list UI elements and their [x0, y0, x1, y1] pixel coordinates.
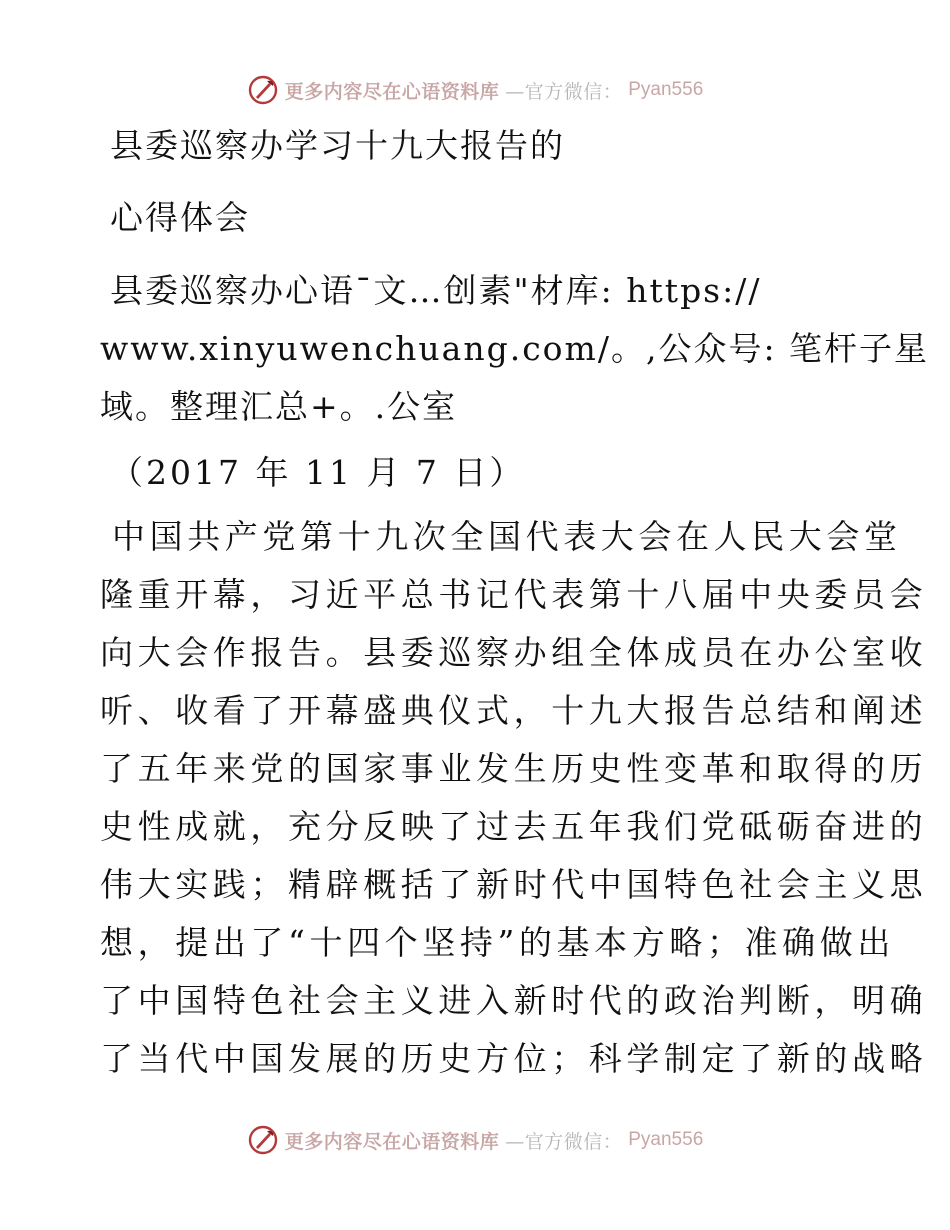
body-line: 了中国特色社会主义进入新时代的政治判断，明确	[100, 981, 928, 1020]
body-line: 听、收看了开幕盛典仪式，十九大报告总结和阐述	[100, 691, 928, 730]
body-line: 了当代中国发展的历史方位；科学制定了新的战略	[100, 1039, 928, 1078]
watermark-banner-bottom	[0, 1120, 950, 1160]
document-body	[100, 116, 930, 1088]
document-title-line2: 心得体会	[110, 198, 250, 237]
body-line: 伟大实践；精辟概括了新时代中国特色社会主义思	[100, 865, 928, 904]
quill-logo-icon	[247, 74, 279, 106]
watermark-banner-top	[0, 70, 950, 110]
meta-line: 域。整理汇总+。.公室	[100, 387, 458, 426]
watermark-text: 更多内容尽在心语资料库	[284, 80, 500, 103]
body-line: 了五年来党的国家事业发生历史性变革和取得的历	[100, 749, 928, 788]
meta-line: 县委巡察办心语¯文…创素"材库: https://	[110, 271, 762, 310]
body-line: 隆重开幕，习近平总书记代表第十八届中央委员会	[100, 575, 928, 614]
watermark-dash: —官方微信：	[505, 80, 623, 103]
document-date: （2017 年 11 月 7 日）	[110, 453, 526, 492]
watermark-wechat-id: Pyan556	[628, 79, 704, 100]
quill-logo-icon	[247, 1124, 279, 1156]
watermark-dash: —官方微信：	[505, 1130, 623, 1153]
watermark-text: 更多内容尽在心语资料库	[284, 1130, 500, 1153]
watermark-wechat-id: Pyan556	[628, 1129, 704, 1150]
body-line: 向大会作报告。县委巡察办组全体成员在办公室收	[100, 633, 928, 672]
meta-line: www.xinyuwenchuang.com/。,公众号: 笔杆子星	[100, 329, 930, 368]
body-line: 中国共产党第十九次全国代表大会在人民大会堂	[112, 517, 902, 556]
body-line: 想，提出了“十四个坚持”的基本方略；准确做出	[100, 923, 895, 962]
body-line: 史性成就，充分反映了过去五年我们党砥砺奋进的	[100, 807, 928, 846]
document-title-line1: 县委巡察办学习十九大报告的	[110, 126, 565, 165]
